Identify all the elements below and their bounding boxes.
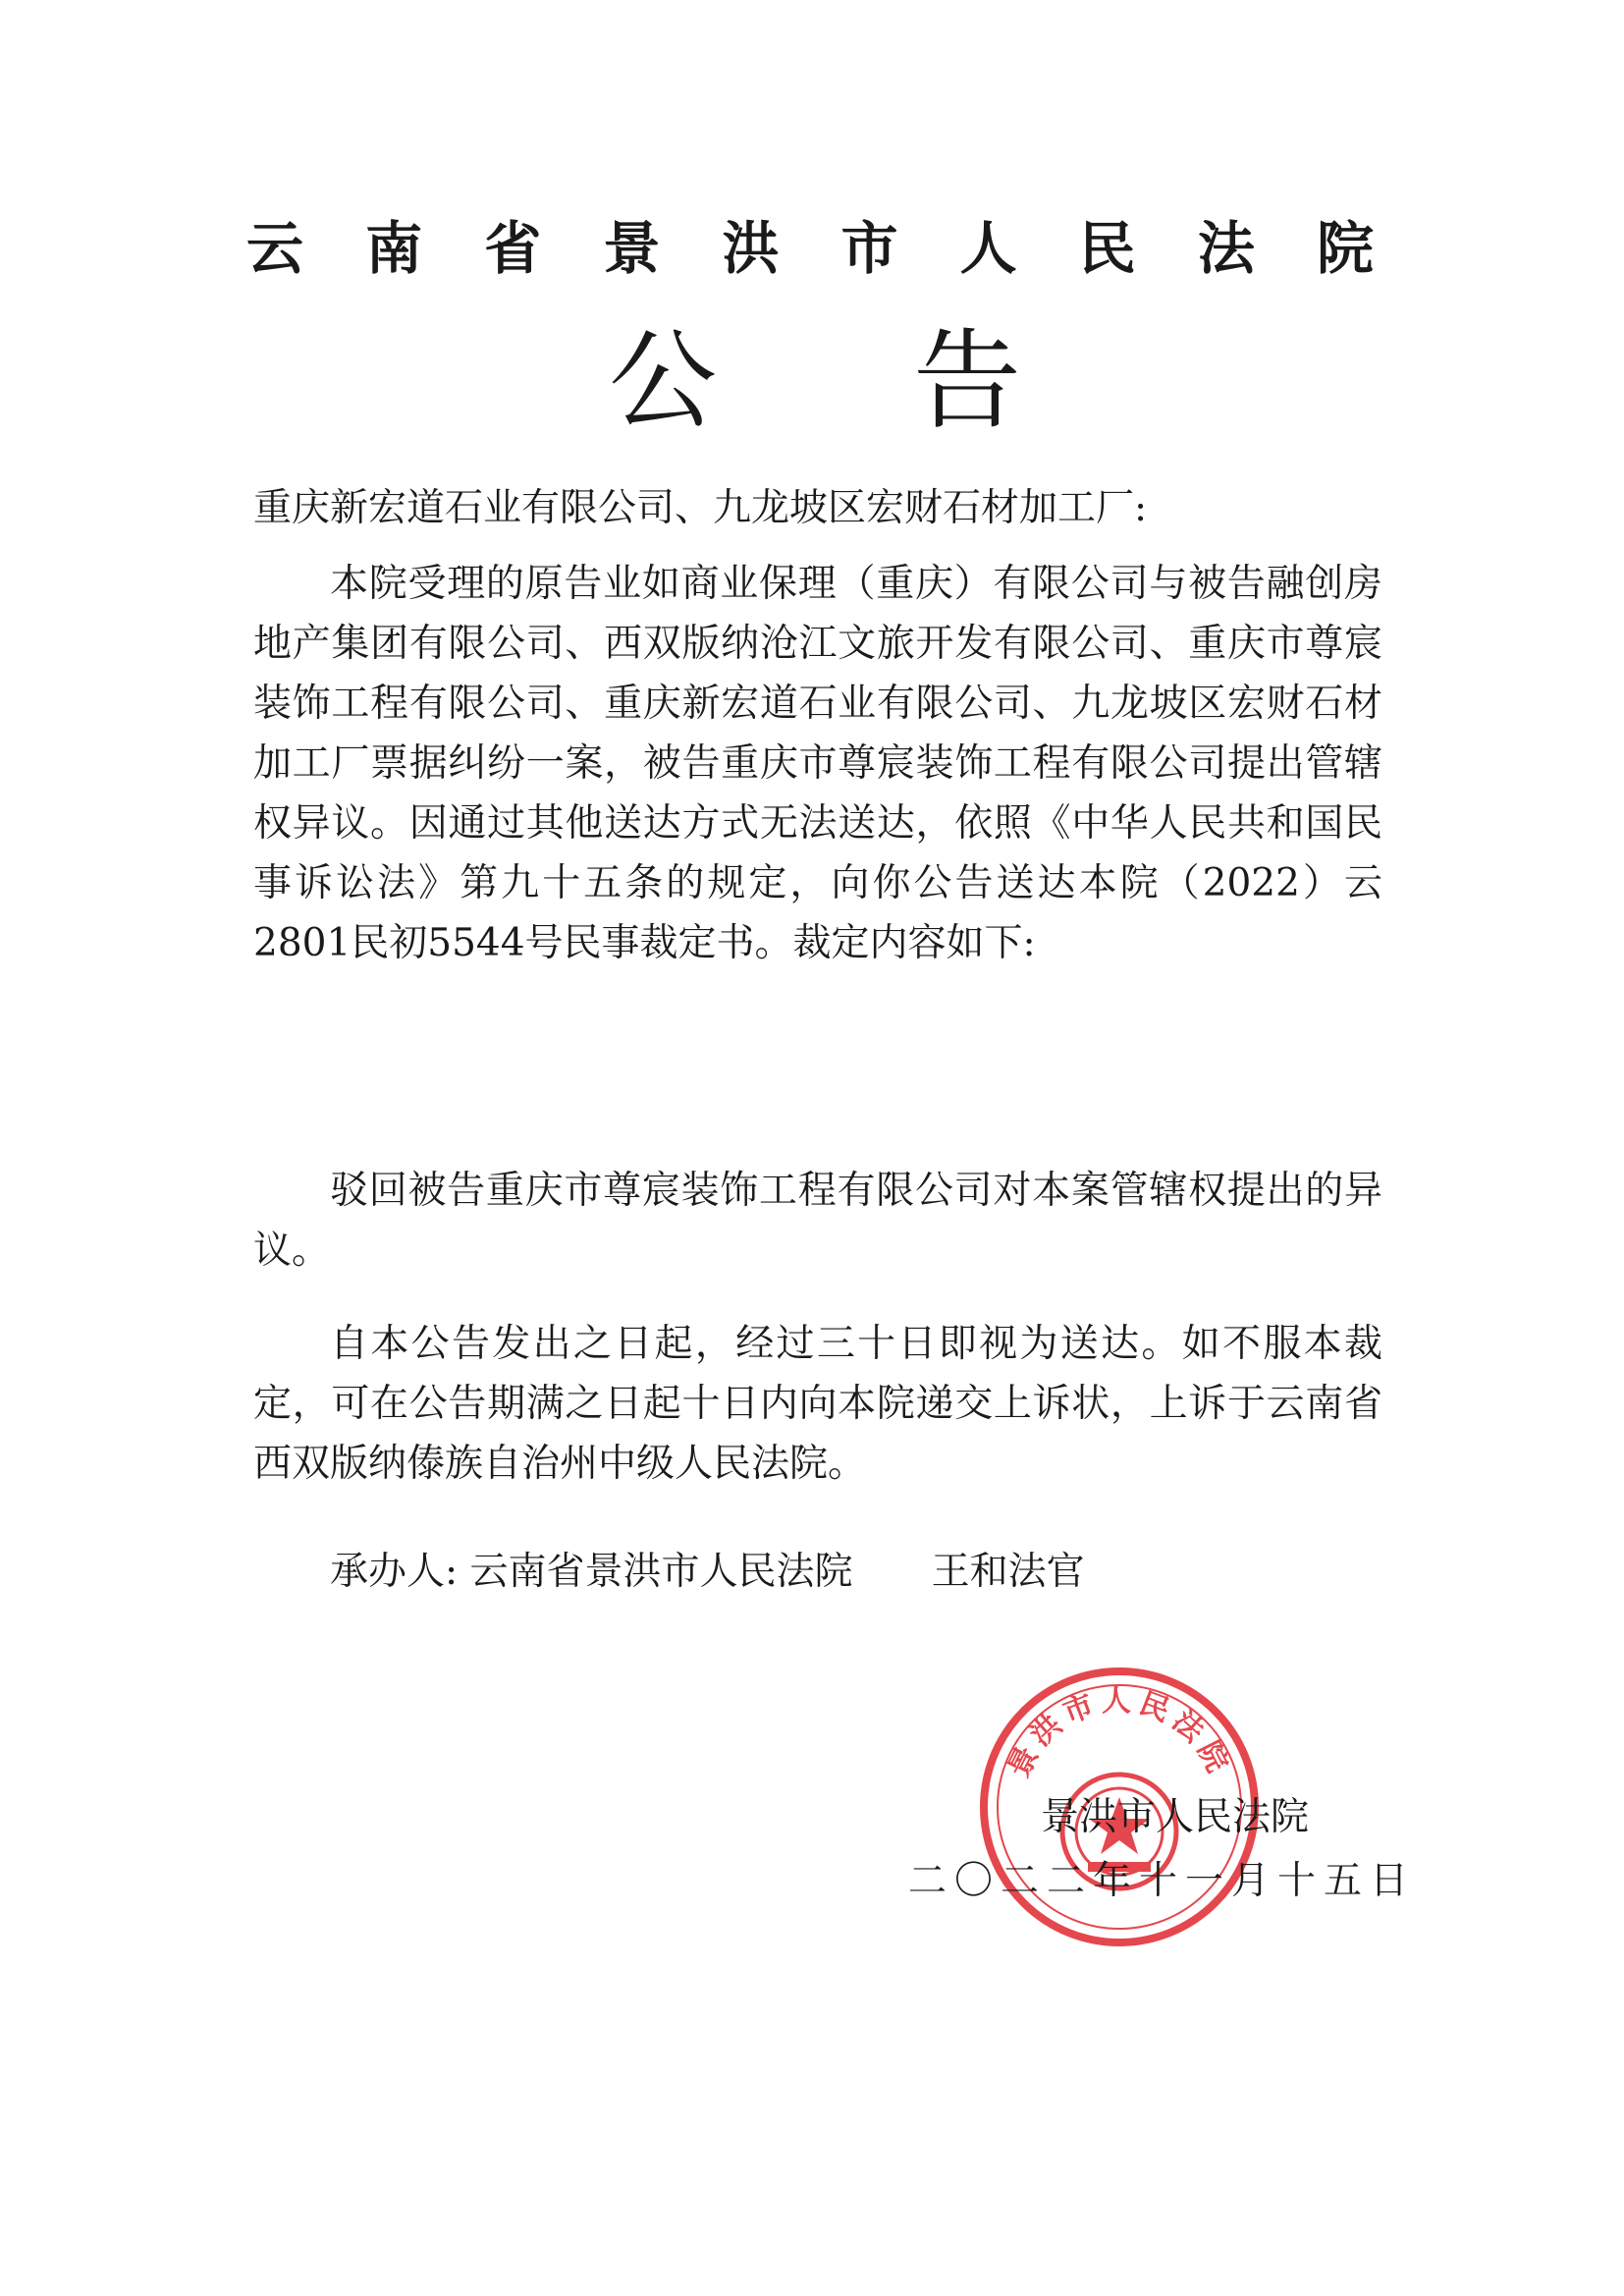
signature-court: 景洪市人民法院 [1041,1795,1310,1839]
handler-label: 承办人: [330,1550,459,1594]
court-name-heading: 云南省景洪市人民法院 [246,215,1376,282]
signature-date: 二〇二二年十一月十五日 [908,1859,1417,1903]
seal-arc-text: 景洪市人民法院 [1001,1684,1237,1783]
handler-line [253,1542,1382,1602]
handler-judge: 王和法官 [931,1550,1085,1594]
handler-court: 云南省景洪市人民法院 [469,1550,853,1594]
paragraph-case-description: 本院受理的原告业如商业保理（重庆）有限公司与被告融创房地产集团有限公司、西双版纳沧江文旅开发有限公司、重庆市尊宸装饰工程有限公司、重庆新宏道石业有限公司、九龙坡区宏财石材加工厂票据纠纷一案，被告重庆市尊宸装饰工程有限公司提出管辖权异议。因通过其他送达方式无法送达，依照《中华人民共和国民事诉讼法》第九十五条的规定，向你公告送达本院（2022）云2801民初5544号民事裁定书。裁定内容如下: [253,562,1382,965]
notice-title: 公告 [609,318,1021,444]
addressee: 重庆新宏道石业有限公司、九龙坡区宏财石材加工厂: [253,486,1148,530]
paragraph-ruling: 驳回被告重庆市尊宸装饰工程有限公司对本案管辖权提出的异议。 [253,1169,1382,1273]
paragraph-service-and-appeal: 自本公告发出之日起，经过三十日即视为送达。如不服本裁定，可在公告期满之日起十日内向本院递交上诉状，上诉于云南省西双版纳傣族自治州中级人民法院。 [253,1322,1382,1486]
